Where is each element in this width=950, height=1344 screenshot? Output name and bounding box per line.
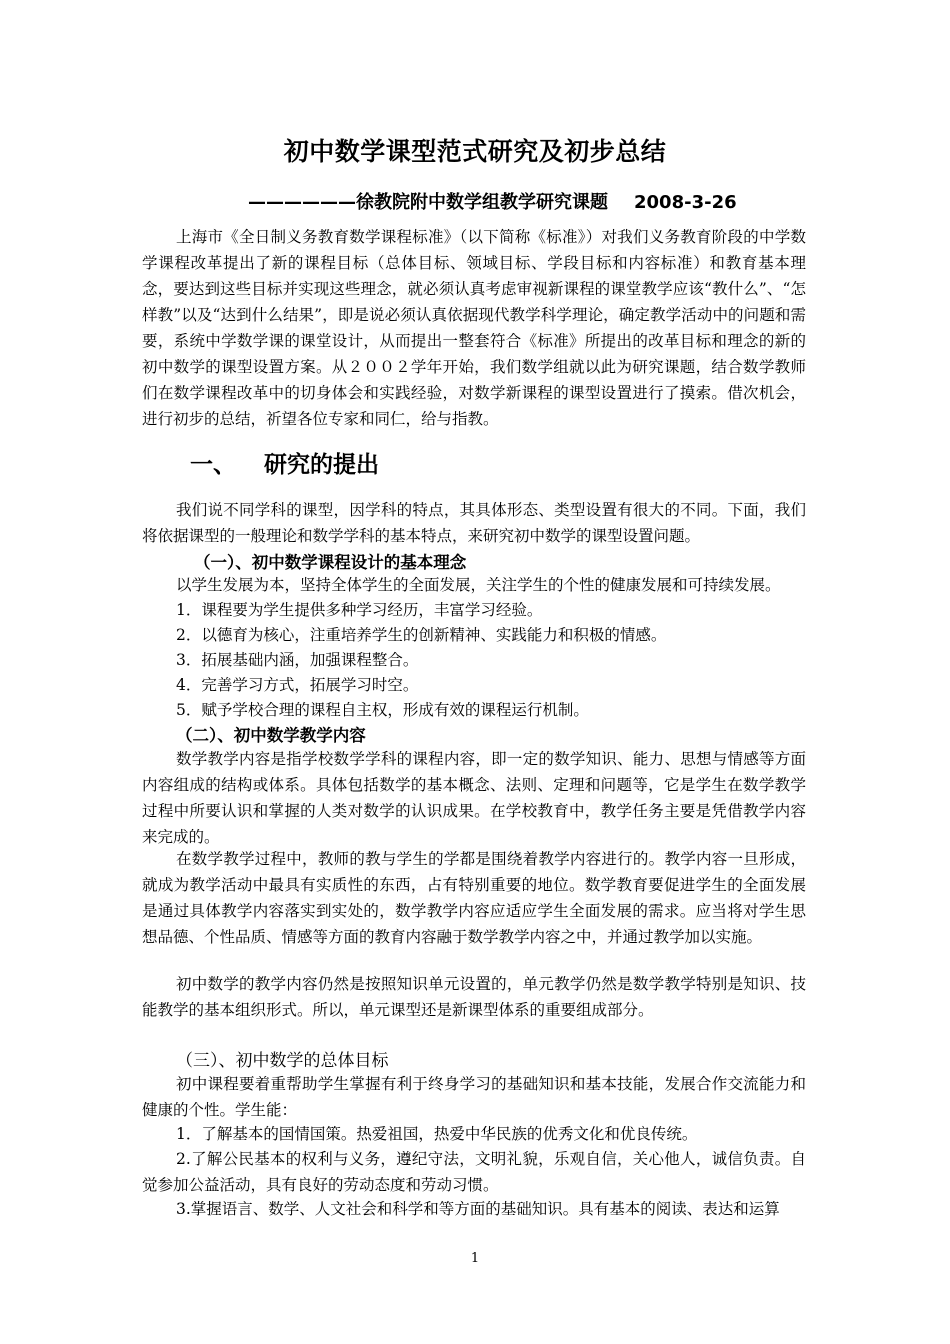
section-1-number: 一、 — [190, 451, 236, 478]
subsection-2-heading: （二）、初中数学教学内容 — [176, 726, 366, 745]
document-subtitle — [248, 188, 737, 214]
list-item: 1．课程要为学生提供多种学习经历，丰富学习经验。 — [176, 601, 543, 619]
document-title: 初中数学课型范式研究及初步总结 — [283, 137, 667, 166]
subsection-2-paragraph: 数学教学内容是指学校数学学科的课程内容，即一定的数学知识、能力、思想与情感等方面内容组成的结构或体系。具体包括数学的基本概念、法则、定理和问题等，它是学生在数学教学过程中所要认识和掌握的人类对数学的认识成果。在学校教育中，教学任务主要是凭借教学内容来完成的。 — [142, 750, 806, 846]
list-item: 4．完善学习方式，拓展学习时空。 — [176, 676, 419, 694]
subsection-3-heading: （三）、初中数学的总体目标 — [176, 1051, 389, 1071]
list-item: 3．拓展基础内涵，加强课程整合。 — [176, 651, 419, 669]
subtitle-text: ——————徐教院附中数学组教学研究课题 — [248, 192, 608, 213]
page-number: 1 — [470, 1251, 480, 1266]
subsection-2-paragraph: 初中数学的教学内容仍然是按照知识单元设置的，单元教学仍然是数学教学特别是知识、技能教学的基本组织形式。所以，单元课型还是新课型体系的重要组成部分。 — [142, 975, 806, 1019]
list-item: 5．赋予学校合理的课程自主权，形成有效的课程运行机制。 — [176, 701, 589, 719]
list-item: 2．以德育为核心，注重培养学生的创新精神、实践能力和积极的情感。 — [176, 626, 667, 644]
section-1-title: 研究的提出 — [264, 451, 379, 478]
list-item: 2.了解公民基本的权利与义务，遵纪守法，文明礼貌，乐观自信，关心他人，诚信负责。自觉参加公益活动，具有良好的劳动态度和劳动习惯。 — [142, 1150, 806, 1194]
intro-paragraph: 上海市《全日制义务教育数学课程标准》（以下简称《标准》）对我们义务教育阶段的中学数学课程改革提出了新的课程目标（总体目标、领域目标、学段目标和内容标准）和教育基本理念，要达到这些目标并实现这些理念，就必须认真考虑审视新课程的课堂教学应该“教什么”、“怎样教”以及“达到什么结果”，即是说必须认真依据现代教学科学理论，确定教学活动中的问题和需要，系统中学数学课的课堂设计，从而提出一整套符合《标准》所提出的改革目标和理念的新的初中数学的课型设置方案。从２００２学年开始，我们数学组就以此为研究课题，结合数学教师们在数学课程改革中的切身体会和实践经验，对数学新课程的课型设置进行了摸索。借次机会，进行初步的总结，祈望各位专家和同仁，给与指教。 — [142, 228, 806, 428]
subsection-1-lead: 以学生发展为本，坚持全体学生的全面发展，关注学生的个性的健康发展和可持续发展。 — [176, 576, 781, 594]
section-1-paragraph: 我们说不同学科的课型，因学科的特点，其具体形态、类型设置有很大的不同。下面，我们将依据课型的一般理论和数学学科的基本特点，来研究初中数学的课型设置问题。 — [142, 501, 806, 545]
list-item: 3.掌握语言、数学、人文社会和科学和等方面的基础知识。具有基本的阅读、表达和运算 — [176, 1200, 780, 1218]
subtitle-date: 2008-3-26 — [634, 192, 737, 213]
subsection-3-paragraph: 初中课程要着重帮助学生掌握有利于终身学习的基础知识和基本技能，发展合作交流能力和健康的个性。学生能： — [142, 1075, 806, 1119]
section-1-heading — [190, 446, 379, 479]
subsection-1-heading: （一）、初中数学课程设计的基本理念 — [194, 553, 467, 572]
list-item: 1．了解基本的国情国策。热爱祖国，热爱中华民族的优秀文化和优良传统。 — [176, 1125, 698, 1143]
subsection-2-paragraph: 在数学教学过程中，教师的教与学生的学都是围绕着教学内容进行的。教学内容一旦形成，就成为教学活动中最具有实质性的东西，占有特别重要的地位。数学教育要促进学生的全面发展是通过具体教学内容落实到实处的，数学教学内容应适应学生全面发展的需求。应当将对学生思想品德、个性品质、情感等方面的教育内容融于数学教学内容之中，并通过教学加以实施。 — [142, 850, 806, 946]
